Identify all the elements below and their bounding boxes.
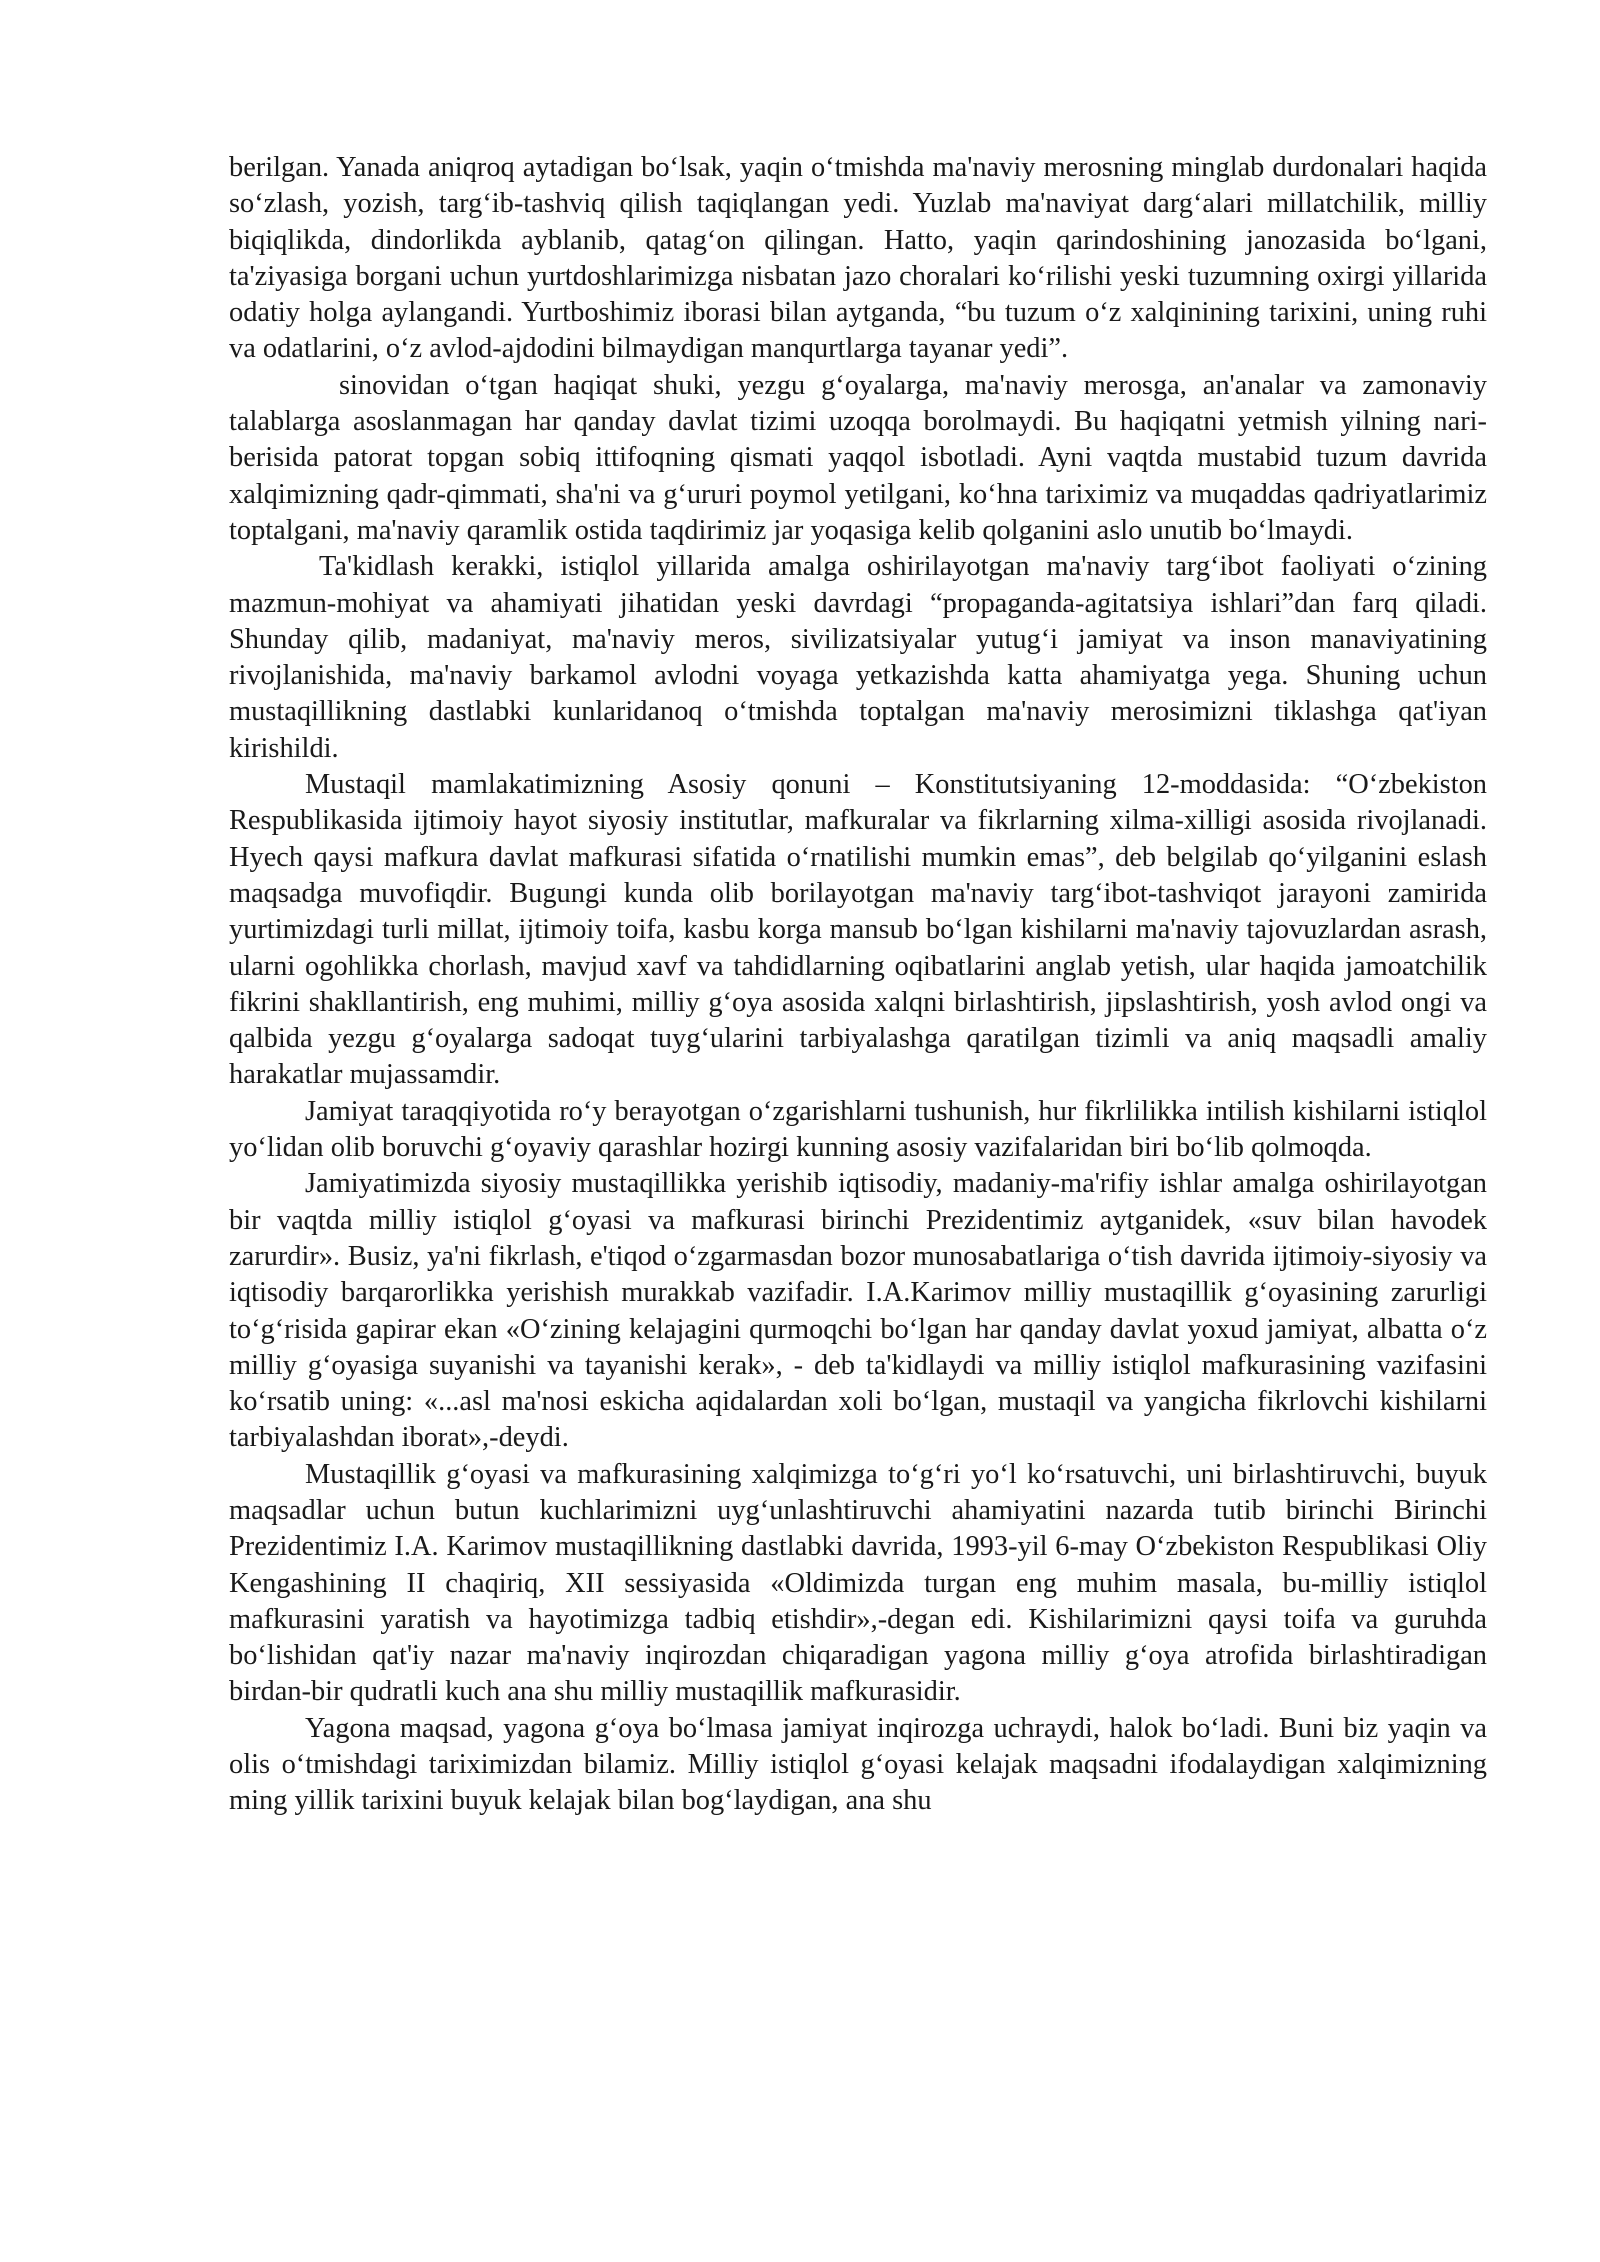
document-page [229, 150, 1487, 1820]
paragraph-7: Mustaqillik g‘oyasi va mafkurasining xalqimizga to‘g‘ri yo‘l ko‘rsatuvchi, uni birlashtiruvchi, buyuk maqsadlar uchun butun kuchlarimizni uyg‘unlashtiruvchi ahamiyatini nazarda tutib birinchi Birinchi Prezidentimiz I.A. Karimov mustaqillikning dastlabki davrida, 1993-yil 6-may O‘zbekiston Respublikasi Oliy Kengashining II chaqiriq, XII sessiyasida «Oldimizda turgan eng muhim masala, bu-milliy istiqlol mafkurasini yaratish va hayotimizga tadbiq etishdir»,-degan edi. Kishilarimizni qaysi toifa va guruhda bo‘lishidan qat'iy nazar ma'naviy inqirozdan chiqaradigan yagona milliy g‘oya atrofida birlashtiradigan birdan-bir qudratli kuch ana shu milliy mustaqillik mafkurasidir. [229, 1458, 1487, 1708]
paragraph-4: Mustaqil mamlakatimizning Asosiy qonuni – Konstitutsiyaning 12-moddasida: “O‘zbekiston Respublikasida ijtimoiy hayot siyosiy institutlar, mafkuralar va fikrlarning xilma-xilligi asosida rivojlanadi. Hyech qaysi mafkura davlat mafkurasi sifatida o‘rnatilishi mumkin emas”, deb belgilab qo‘yilganini eslash maqsadga muvofiqdir. Bugungi kunda olib borilayotgan ma'naviy targ‘ibot-tashviqot jarayoni zamirida yurtimizdagi turli millat, ijtimoiy toifa, kasbu korga mansub bo‘lgan kishilarni ma'naviy tajovuzlardan asrash, ularni ogohlikka chorlash, mavjud xavf va tahdidlarning oqibatlarini anglab yetish, ular haqida jamoatchilik fikrini shakllantirish, eng muhimi, milliy g‘oya asosida xalqni birlashtirish, jipslashtirish, yosh avlod ongi va qalbida yezgu g‘oyalarga sadoqat tuyg‘ularini tarbiyalashga qaratilgan tizimli va aniq maqsadli amaliy harakatlar mujassamdir. [229, 769, 1487, 1091]
paragraph-2: sinovidan o‘tgan haqiqat shuki, yezgu g‘oyalarga, ma'naviy merosga, an'analar va zamonaviy talablarga asoslanmagan har qanday davlat tizimi uzoqqa borolmaydi. Bu haqiqatni yetmish yilning nari-berisida patorat topgan sobiq ittifoqning qismati yaqqol isbotladi. Ayni vaqtda mustabid tuzum davrida xalqimizning qadr-qimmati, sha'ni va g‘ururi poymol yetilgani, ko‘hna tariximiz va muqaddas qadriyatlarimiz toptalgani, ma'naviy qaramlik ostida taqdirimiz jar yoqasiga kelib qolganini aslo unutib bo‘lmaydi. [229, 369, 1487, 546]
paragraph-3: Ta'kidlash kerakki, istiqlol yillarida amalga oshirilayotgan ma'naviy targ‘ibot faoliyati o‘zining mazmun-mohiyat va ahamiyati jihatidan yeski davrdagi “propaganda-agitatsiya ishlari”dan farq qiladi. Shunday qilib, madaniyat, ma'naviy meros, sivilizatsiyalar yutug‘i jamiyat va inson manaviyatining rivojlanishida, ma'naviy barkamol avlodni voyaga yetkazishda katta ahamiyatga yega. Shuning uchun mustaqillikning dastlabki kunlaridanoq o‘tmishda toptalgan ma'naviy merosimizni tiklashga qat'iyan kirishildi. [229, 551, 1487, 764]
paragraph-1: berilgan. Yanada aniqroq aytadigan bo‘lsak, yaqin o‘tmishda ma'naviy merosning minglab durdonalari haqida so‘zlash, yozish, targ‘ib-tashviq qilish taqiqlangan yedi. Yuzlab ma'naviyat darg‘alari millatchilik, milliy biqiqlikda, dindorlikda ayblanib, qatag‘on qilingan. Hatto, yaqin qarindoshining janozasida bo‘lgani, ta'ziyasiga borgani uchun yurtdoshlarimizga nisbatan jazo choralari ko‘rilishi yeski tuzumning oxirgi yillarida odatiy holga aylangandi. Yurtboshimiz iborasi bilan aytganda, “bu tuzum o‘z xalqinining tarixini, uning ruhi va odatlarini, o‘z avlod-ajdodini bilmaydigan manqurtlarga tayanar yedi”. [229, 152, 1487, 365]
paragraph-5: Jamiyat taraqqiyotida ro‘y berayotgan o‘zgarishlarni tushunish, hur fikrlilikka intilish kishilarni istiqlol yo‘lidan olib boruvchi g‘oyaviy qarashlar hozirgi kunning asosiy vazifalaridan biri bo‘lib qolmoqda. [229, 1095, 1487, 1164]
paragraph-6: Jamiyatimizda siyosiy mustaqillikka yerishib iqtisodiy, madaniy-ma'rifiy ishlar amalga oshirilayotgan bir vaqtda milliy istiqlol g‘oyasi va mafkurasi birinchi Prezidentimiz aytganidek, «suv bilan havodek zarurdir». Busiz, ya'ni fikrlash, e'tiqod o‘zgarmasdan bozor munosabatlariga o‘tish davrida ijtimoiy-siyosiy va iqtisodiy barqarorlikka yerishish murakkab vazifadir. I.A.Karimov milliy mustaqillik g‘oyasining zarurligi to‘g‘risida gapirar ekan «O‘zining kelajagini qurmoqchi bo‘lgan har qanday davlat yoxud jamiyat, albatta o‘z milliy g‘oyasiga suyanishi va tayanishi kerak», - deb ta'kidlaydi va milliy istiqlol mafkurasining vazifasini ko‘rsatib uning: «...asl ma'nosi eskicha aqidalardan xoli bo‘lgan, mustaqil va yangicha fikrlovchi kishilarni tarbiyalashdan iborat»,-deydi. [229, 1168, 1487, 1454]
paragraph-8: Yagona maqsad, yagona g‘oya bo‘lmasa jamiyat inqirozga uchraydi, halok bo‘ladi. Buni biz yaqin va olis o‘tmishdagi tariximizdan bilamiz. Milliy istiqlol g‘oyasi kelajak maqsadni ifodalaydigan xalqimizning ming yillik tarixini buyuk kelajak bilan bog‘laydigan, ana shu [229, 1712, 1487, 1817]
